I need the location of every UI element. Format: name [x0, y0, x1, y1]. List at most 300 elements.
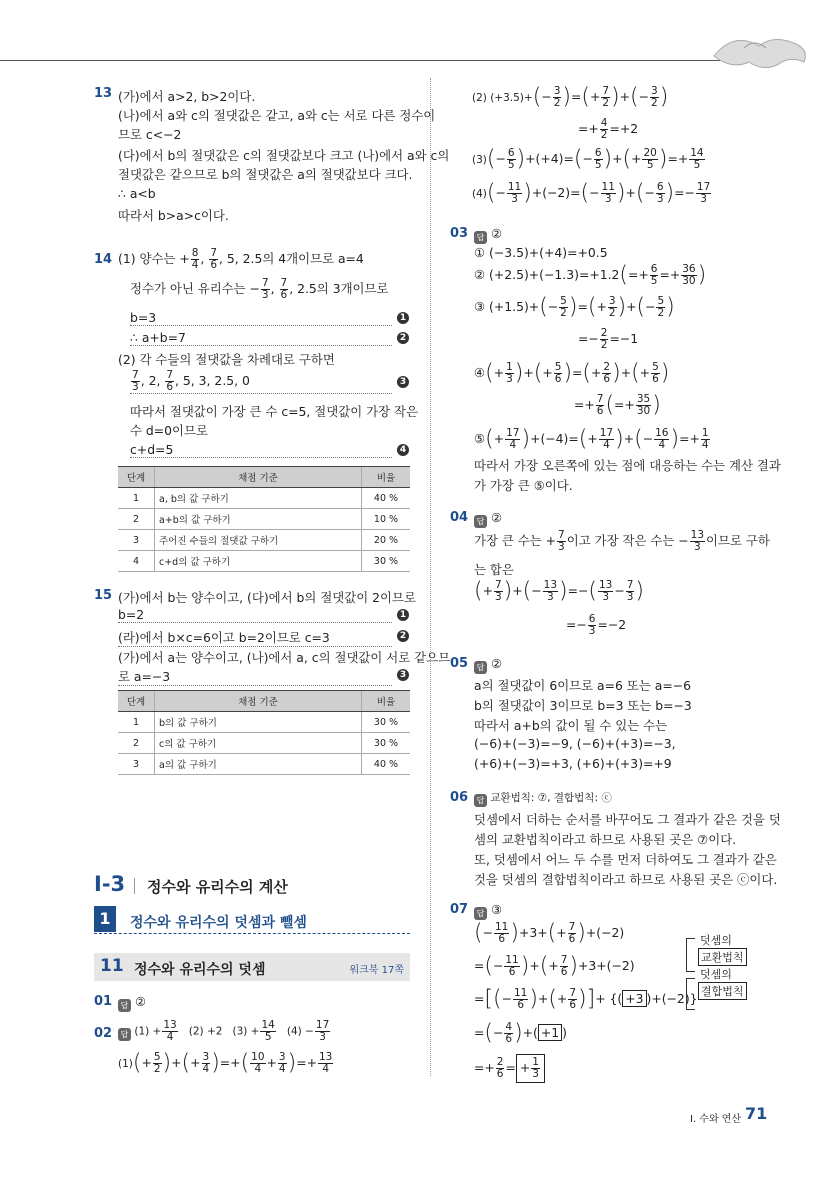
fraction: [650, 264, 659, 287]
q04-number: 04: [450, 510, 469, 525]
td: a의 값 구하기: [155, 754, 362, 775]
subsection-rule: [94, 933, 410, 934]
workbook-reference: 워크북 17쪽: [349, 965, 404, 976]
den: 6: [498, 933, 506, 945]
den: 2: [608, 307, 616, 319]
paren: ): [510, 920, 519, 946]
q13-line2: (나)에서 a와 c의 절댓값은 같고, a와 c는 서로 다른 정수이: [118, 108, 436, 123]
text: +3+: [518, 925, 548, 940]
q05-line3: 따라서 a+b의 값이 될 수 있는 수는: [474, 718, 668, 733]
fraction: [656, 296, 665, 319]
q15-line4: (가)에서 a는 양수이고, (나)에서 a, c의 절댓값이 서로 같으므: [118, 650, 451, 665]
paren: (: [486, 180, 496, 206]
den: 4: [254, 1063, 262, 1075]
text: +: [620, 365, 632, 380]
paren: (: [580, 180, 590, 206]
text: ④: [474, 365, 486, 380]
fraction: [191, 248, 200, 271]
text: +: [512, 583, 523, 598]
dragon-decoration-icon: [704, 26, 814, 76]
num: 5: [554, 361, 562, 373]
q02-solution-4: (4)(− $\frac{11}{3}$ )+(−2)=(− $\frac{11}{3}$ )+(− $\frac{6}{3}$ )=− $\frac{17}{3}$: [472, 180, 711, 206]
section-code: I-3: [94, 872, 126, 896]
den: 3: [693, 541, 701, 553]
q13-line3: 므로 c<−2: [118, 127, 182, 142]
q06-line3: 또, 덧셈에서 어느 두 수를 먼저 더하여도 그 결과가 같은: [474, 852, 777, 867]
top-rule: [0, 60, 720, 61]
fraction: [553, 86, 562, 109]
num: 5: [153, 1051, 161, 1063]
q03-line4: ④(+ $\frac{1}{3}$ )+(+ $\frac{5}{6}$ )=(+ $\frac{2}{6}$ )+(+ $\frac{5}{6}$ ): [474, 360, 670, 386]
paren: ]: [586, 986, 596, 1012]
den: 3: [700, 193, 707, 205]
den: 3: [261, 289, 269, 301]
td: 10 %: [362, 509, 411, 530]
td: 3: [118, 530, 155, 551]
den: 3: [588, 625, 596, 637]
den: 6: [210, 259, 217, 271]
answer-badge: 답: [474, 515, 487, 528]
num: 3: [553, 85, 561, 97]
td: 1: [118, 488, 155, 509]
num: 1: [532, 1056, 539, 1068]
text: =+2: [609, 121, 639, 136]
text: =−: [566, 617, 587, 632]
num: 6: [588, 613, 596, 625]
paren: (: [522, 578, 532, 604]
num: 7: [494, 579, 502, 591]
side-label-3: 덧셈의: [700, 968, 732, 981]
q15-line3: (라)에서 b×c=6이고 b=2이므로 c=3: [118, 628, 392, 647]
den: 4: [322, 1063, 329, 1075]
paren: ): [523, 180, 532, 206]
paren: ): [577, 920, 586, 946]
paren: (: [474, 578, 483, 604]
num: 1: [506, 361, 513, 373]
q07-line4: =(− $\frac{4}{6}$ )+( +1 ): [474, 1020, 567, 1046]
fraction: [636, 394, 651, 417]
den: 2: [657, 307, 665, 319]
td: 30 %: [362, 733, 411, 754]
fraction: [600, 118, 609, 141]
num: 13: [598, 579, 613, 591]
text: ,: [200, 251, 205, 266]
den: 2: [153, 1063, 161, 1075]
fraction: [560, 955, 569, 978]
paren: [: [484, 986, 493, 1012]
q04-line1: [474, 530, 770, 553]
q14-line6: [130, 370, 392, 394]
td: 2: [118, 509, 155, 530]
text: +: [626, 299, 637, 314]
text: =: [577, 299, 588, 314]
fraction: [600, 328, 609, 351]
paren: (: [132, 1050, 142, 1076]
paren: ): [611, 84, 620, 110]
fraction: [531, 1057, 540, 1080]
paren: (: [484, 1020, 493, 1046]
text: =: [572, 365, 583, 380]
text: +: [619, 89, 631, 104]
den: 2: [602, 97, 610, 109]
den: 6: [652, 373, 659, 385]
den: 4: [202, 1063, 210, 1075]
den: 4: [603, 439, 610, 451]
fraction: [507, 182, 522, 205]
fraction: [696, 182, 711, 205]
section-title: 정수와 유리수의 계산: [147, 878, 288, 896]
fraction: [596, 394, 605, 417]
den: 2: [651, 97, 658, 109]
text: (4): [472, 188, 487, 200]
num: 6: [507, 147, 515, 159]
q02-answers: [118, 1020, 331, 1043]
text: =: [474, 958, 485, 973]
num: 3: [608, 295, 616, 307]
q14-scoring-table: [118, 466, 410, 572]
q04-line2: 는 합은: [474, 562, 514, 577]
q15-line5: 로 a=−3: [118, 667, 392, 686]
text: , 5, 3, 2.5, 0: [175, 373, 250, 388]
paren: ): [603, 146, 613, 172]
den: 2: [600, 129, 608, 141]
q03-line3: ③ (+1.5)+(− $\frac{5}{2}$ )=(+ $\frac{3}{2}$ )+(− $\frac{5}{2}$ ): [474, 294, 675, 320]
column-divider: [430, 78, 432, 1076]
fraction: [260, 1020, 275, 1043]
step-mark-1: 1: [397, 609, 409, 621]
num: 6: [656, 181, 664, 193]
answer-badge: 답: [118, 1028, 131, 1041]
answer-text: ③: [490, 902, 503, 917]
den: 4: [191, 259, 199, 271]
text: +(−2): [585, 925, 625, 940]
num: 7: [166, 369, 174, 381]
den: 6: [517, 999, 524, 1011]
fraction: [656, 182, 665, 205]
fraction: [601, 86, 610, 109]
num: 11: [505, 954, 519, 966]
paren: ): [162, 1050, 172, 1076]
paren: ): [670, 426, 680, 452]
fraction: [689, 148, 704, 171]
num: 7: [602, 85, 610, 97]
answer-text: ②: [490, 226, 503, 241]
td: 4: [118, 551, 155, 572]
num: 17: [599, 427, 614, 439]
fraction: [318, 1052, 333, 1075]
paren: (: [605, 392, 615, 418]
td: a+b의 값 구하기: [155, 509, 362, 530]
q14-line8: 수 d=0이므로: [130, 423, 208, 438]
fraction: [601, 182, 616, 205]
td: c+d의 값 구하기: [155, 551, 362, 572]
step-mark-3: 3: [397, 669, 409, 681]
paren: ): [658, 146, 668, 172]
paren: (: [630, 84, 639, 110]
paren: ): [514, 1020, 523, 1046]
td: c의 값 구하기: [155, 733, 362, 754]
paren: ): [529, 986, 538, 1012]
text: +(: [522, 1025, 538, 1040]
fraction: [701, 428, 710, 451]
den: 6: [496, 1068, 504, 1080]
q04-line3: (+ $\frac{7}{3}$ )+(− $\frac{13}{3}$ )=−( $\frac{13}{3}$ − $\frac{7}{3}$ ): [474, 578, 645, 604]
text: (3) +: [232, 1025, 260, 1038]
den: 6: [560, 966, 568, 978]
text: =: [474, 991, 485, 1006]
th: 비율: [362, 467, 411, 488]
topic-title: 정수와 유리수의 덧셈: [134, 962, 266, 978]
td: a, b의 값 구하기: [155, 488, 362, 509]
paren: ): [660, 360, 670, 386]
q03-line2: [474, 264, 706, 287]
q05-line2: b의 절댓값이 3이므로 b=3 또는 b=−3: [474, 698, 692, 713]
text: +: [171, 1055, 182, 1070]
text: (4) −: [286, 1025, 314, 1038]
q03-line3b: [578, 328, 638, 351]
fraction: [209, 248, 218, 271]
q06-line1: 덧셈에서 더하는 순서를 바꾸어도 그 결과가 같은 것을 덧: [474, 812, 781, 827]
text: +: [519, 1060, 531, 1075]
num: 4: [505, 1021, 513, 1033]
paren: (: [573, 146, 583, 172]
den: 3: [494, 591, 502, 603]
num: 6: [594, 147, 602, 159]
paren: ): [569, 953, 578, 979]
text: =: [505, 1060, 516, 1075]
q07-line2: =(− $\frac{11}{6}$ )+(+ $\frac{7}{6}$ )+3+(−2): [474, 953, 635, 979]
fraction: [568, 988, 577, 1011]
den: 3: [558, 541, 565, 553]
fraction: [690, 530, 705, 553]
num: 2: [603, 361, 611, 373]
paren: (: [539, 294, 548, 320]
num: 11: [513, 987, 528, 999]
q04-line4: [566, 614, 626, 637]
answer-badge: 답: [474, 907, 487, 920]
den: 3: [546, 591, 554, 603]
paren: ): [635, 578, 645, 604]
text: 정수가 아닌 유리수는 −: [130, 281, 260, 296]
num: 7: [626, 579, 634, 591]
q07-line5: [474, 1054, 545, 1083]
q15-line2: b=2: [118, 607, 392, 623]
q03-line7: 가 가장 큰 ⑤이다.: [474, 478, 573, 493]
fraction: [153, 1052, 162, 1075]
subsection-number: 1: [94, 906, 116, 932]
th: 채점 기준: [155, 691, 362, 712]
num: 17: [315, 1019, 330, 1031]
side-label-commutative: 교환법칙: [698, 948, 747, 966]
table-row: [118, 509, 410, 530]
num: 7: [596, 393, 604, 405]
q06-answer: [474, 790, 612, 807]
paren: (: [634, 426, 643, 452]
paren: (: [484, 953, 493, 979]
num: 8: [191, 247, 199, 259]
fraction: [507, 148, 516, 171]
paren: ): [503, 578, 513, 604]
q14-line3: b=3: [130, 310, 392, 326]
side-label-1: 덧셈의: [700, 934, 732, 947]
q04-answer: [474, 510, 502, 528]
den: 3: [506, 373, 513, 385]
text: =+: [578, 121, 599, 136]
q03-answer: [474, 226, 502, 244]
fraction: [504, 955, 519, 978]
num: 7: [210, 247, 217, 259]
den: 30: [636, 405, 651, 417]
den: 6: [554, 373, 562, 385]
text: =+: [628, 267, 649, 282]
paren: ): [616, 180, 626, 206]
num: 14: [261, 1019, 275, 1031]
num: 11: [601, 181, 615, 193]
q07-number: 07: [450, 902, 469, 917]
den: 5: [507, 159, 515, 171]
q14-line5: (2) 각 수들의 절댓값을 차례대로 구하면: [118, 352, 335, 367]
answer-text: ②: [490, 656, 503, 671]
den: 4: [658, 439, 666, 451]
answer-text: ②: [134, 994, 147, 1009]
paren: ): [211, 1050, 220, 1076]
text: =+: [296, 1055, 317, 1070]
num: 5: [652, 361, 659, 373]
commutative-bracket: [686, 938, 695, 972]
fraction: [651, 362, 660, 385]
answer-badge: 답: [474, 231, 487, 244]
paren: (: [485, 360, 494, 386]
q06-line4: 것을 덧셈의 결합법칙이라고 하므로 사용된 곳은 ⓒ이다.: [474, 872, 778, 887]
step-mark-3: 3: [397, 376, 409, 388]
text: =−2: [597, 617, 627, 632]
fraction: [654, 428, 669, 451]
topic-number: 11: [100, 956, 124, 976]
text: ⑤: [474, 431, 486, 446]
text: =: [474, 1025, 485, 1040]
den: 5: [646, 159, 654, 171]
fraction: [250, 1052, 265, 1075]
paren: (: [582, 360, 592, 386]
den: 4: [509, 439, 517, 451]
q07-line1: (− $\frac{11}{6}$ )+3+(+ $\frac{7}{6}$ )+(−2): [474, 920, 625, 946]
q03-line1: ① (−3.5)+(+4)=+0.5: [474, 245, 608, 260]
fraction: [559, 296, 568, 319]
step-mark-4: 4: [397, 444, 409, 456]
th: 채점 기준: [155, 467, 362, 488]
td: 1: [118, 712, 155, 733]
den: 6: [280, 289, 288, 301]
den: 3: [132, 381, 139, 393]
text: 이고 가장 작은 수는 −: [566, 533, 689, 548]
fraction: [557, 530, 566, 553]
paren: ): [563, 360, 573, 386]
text: +3+(−2): [578, 958, 635, 973]
paren: ): [562, 84, 571, 110]
num: 7: [558, 529, 565, 541]
fraction: [505, 428, 520, 451]
q05-number: 05: [450, 656, 469, 671]
text: +: [623, 431, 635, 446]
table-row: [118, 733, 410, 754]
den: 3: [656, 193, 664, 205]
text: =−: [578, 331, 599, 346]
paren: ): [514, 360, 524, 386]
fraction: [165, 370, 174, 393]
paren: (: [588, 578, 597, 604]
q02-solution-2b: [578, 118, 638, 141]
text: (1) +: [134, 1025, 162, 1038]
td: 30 %: [362, 551, 411, 572]
q02-number: 02: [94, 1026, 113, 1041]
num: 13: [163, 1019, 177, 1031]
q01-number: 01: [94, 994, 113, 1009]
text: =+: [219, 1055, 241, 1070]
paren: ): [521, 426, 531, 452]
q15-scoring-table: [118, 690, 410, 775]
paren: ): [578, 986, 587, 1012]
td: b의 값 구하기: [155, 712, 362, 733]
paren: ): [665, 180, 675, 206]
step-mark-2: 2: [397, 332, 409, 344]
fraction: [626, 580, 635, 603]
paren: (: [181, 1050, 191, 1076]
q03-line4b: [574, 394, 661, 417]
blank-box: [516, 1054, 545, 1083]
text: (2) (+3.5)+: [472, 92, 533, 104]
num: 5: [560, 295, 567, 307]
table-row: [118, 530, 410, 551]
paren: (: [581, 84, 590, 110]
blank-box: +3: [622, 990, 646, 1007]
associative-bracket: [686, 978, 695, 1010]
fraction: [594, 148, 603, 171]
fraction: [494, 580, 503, 603]
fraction: [494, 922, 509, 945]
num: 6: [650, 263, 658, 275]
q02-solution-2: (2) (+3.5)+(− $\frac{3}{2}$ )=(+ $\frac{7}{2}$ )+(− $\frac{3}{2}$ ): [472, 84, 669, 110]
q05-line4: (−6)+(−3)=−9, (−6)+(+3)=−3,: [474, 736, 676, 751]
num: 16: [655, 427, 669, 439]
text: =−1: [609, 331, 639, 346]
text: =+: [667, 151, 689, 166]
text: (3): [472, 154, 487, 166]
fraction: [599, 428, 614, 451]
q14-line4: ∴ a+b=7: [130, 330, 392, 346]
text: +: [529, 958, 540, 973]
num: 11: [494, 921, 509, 933]
q03-number: 03: [450, 226, 469, 241]
q07-answer: [474, 902, 502, 920]
th: 단계: [118, 691, 155, 712]
text: =+: [474, 1060, 495, 1075]
den: 6: [166, 381, 174, 393]
q13-line1: (가)에서 a>2, b>2이다.: [118, 89, 256, 104]
step-mark-2: 2: [397, 630, 409, 642]
den: 5: [594, 159, 602, 171]
table-row: [118, 712, 410, 733]
num: 2: [600, 327, 608, 339]
fraction: [568, 922, 577, 945]
den: 2: [600, 339, 608, 351]
q14-line7: 따라서 절댓값이 가장 큰 수 c=5, 절댓값이 가장 작은: [130, 404, 418, 419]
paren: (: [636, 294, 646, 320]
q06-line2: 셈의 교환법칙이라고 하므로 사용된 곳은 ⑦이다.: [474, 832, 737, 847]
footer-label: I. 수와 연산: [690, 1114, 742, 1125]
den: 30: [682, 275, 696, 287]
paren: ): [516, 146, 526, 172]
den: 4: [166, 1031, 174, 1043]
